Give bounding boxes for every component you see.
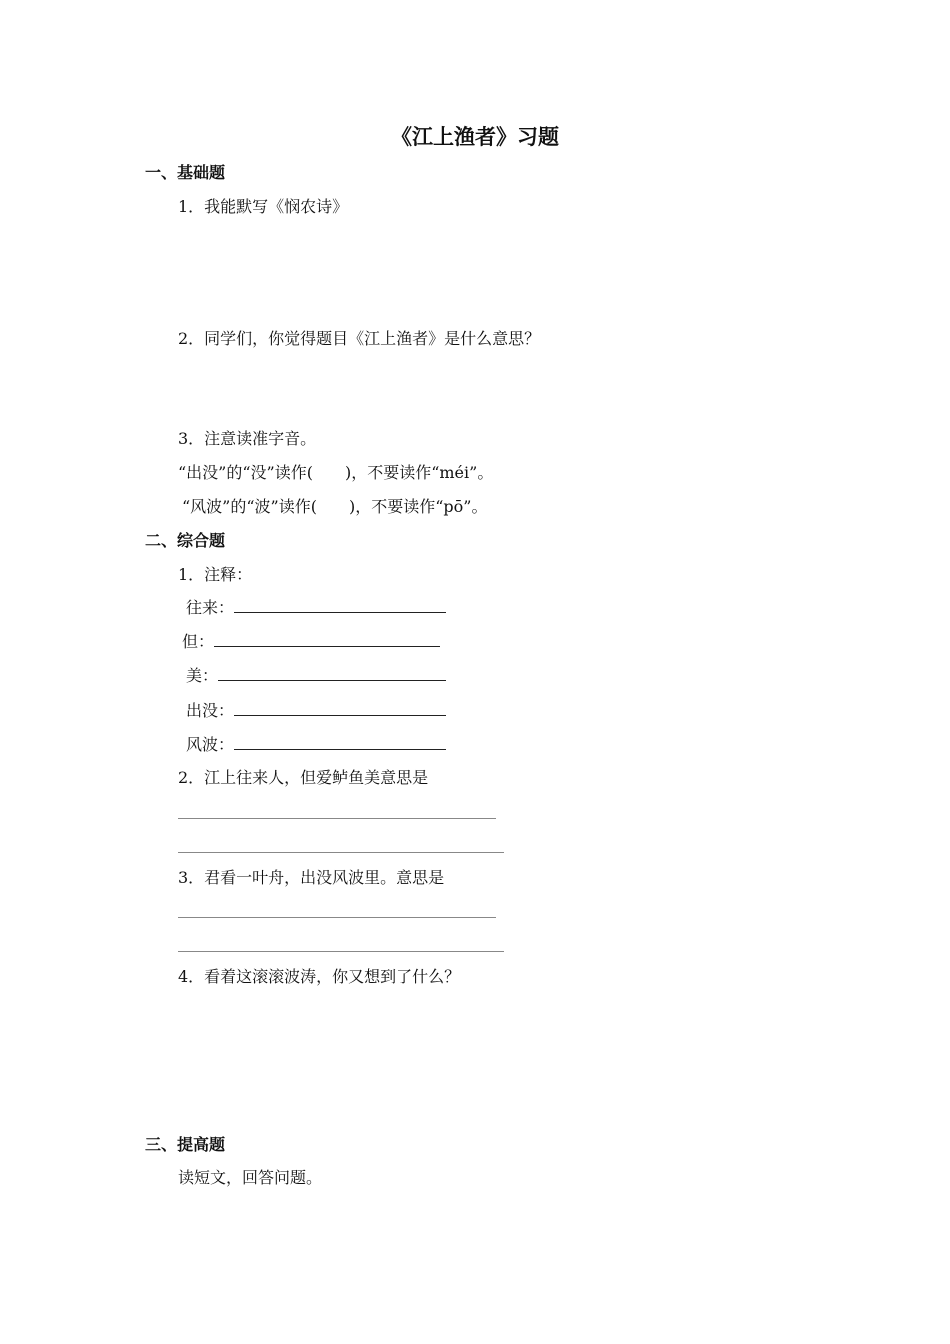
question-2-4: 4．看着这滚滚波涛，你又想到了什么？ <box>178 967 461 986</box>
term-line-fengbo <box>186 734 446 755</box>
term-line-chumo <box>186 700 446 721</box>
term-label: 往来： <box>186 598 235 617</box>
question-1-3-item-a: “出没”的“没”读作( )，不要读作“méi”。 <box>178 463 494 482</box>
answer-blank[interactable] <box>214 631 440 647</box>
answer-blank[interactable] <box>234 597 446 613</box>
term-label: 出没： <box>186 701 235 720</box>
term-label: 美： <box>186 666 219 685</box>
answer-line[interactable] <box>178 951 504 952</box>
answer-line[interactable] <box>178 852 504 853</box>
answer-blank[interactable] <box>218 665 446 681</box>
section-1-heading: 一、基础题 <box>145 163 226 182</box>
question-2-1: 1．注释： <box>178 565 253 584</box>
page-title: 《江上渔者》习题 <box>391 124 559 149</box>
question-2-3: 3．君看一叶舟，出没风波里。意思是 <box>178 868 445 887</box>
section-3-heading: 三、提高题 <box>145 1135 226 1154</box>
question-1-3-item-b: “风波”的“波”读作( )，不要读作“pō”。 <box>182 497 488 516</box>
section-2-heading: 二、综合题 <box>145 531 226 550</box>
section-3-intro: 读短文，回答问题。 <box>178 1168 323 1187</box>
answer-line[interactable] <box>178 917 496 918</box>
term-label: 但： <box>182 632 215 651</box>
question-1-1: 1．我能默写《悯农诗》 <box>178 197 349 216</box>
term-line-mei <box>186 665 446 686</box>
term-line-dan <box>182 631 440 652</box>
answer-blank[interactable] <box>234 700 446 716</box>
question-2-2: 2．江上往来人，但爱鲈鱼美意思是 <box>178 768 429 787</box>
question-1-2: 2．同学们，你觉得题目《江上渔者》是什么意思？ <box>178 329 541 348</box>
term-label: 风波： <box>186 735 235 754</box>
term-line-wanglai <box>186 597 446 618</box>
answer-blank[interactable] <box>234 734 446 750</box>
answer-line[interactable] <box>178 818 496 819</box>
question-1-3: 3．注意读准字音。 <box>178 429 317 448</box>
